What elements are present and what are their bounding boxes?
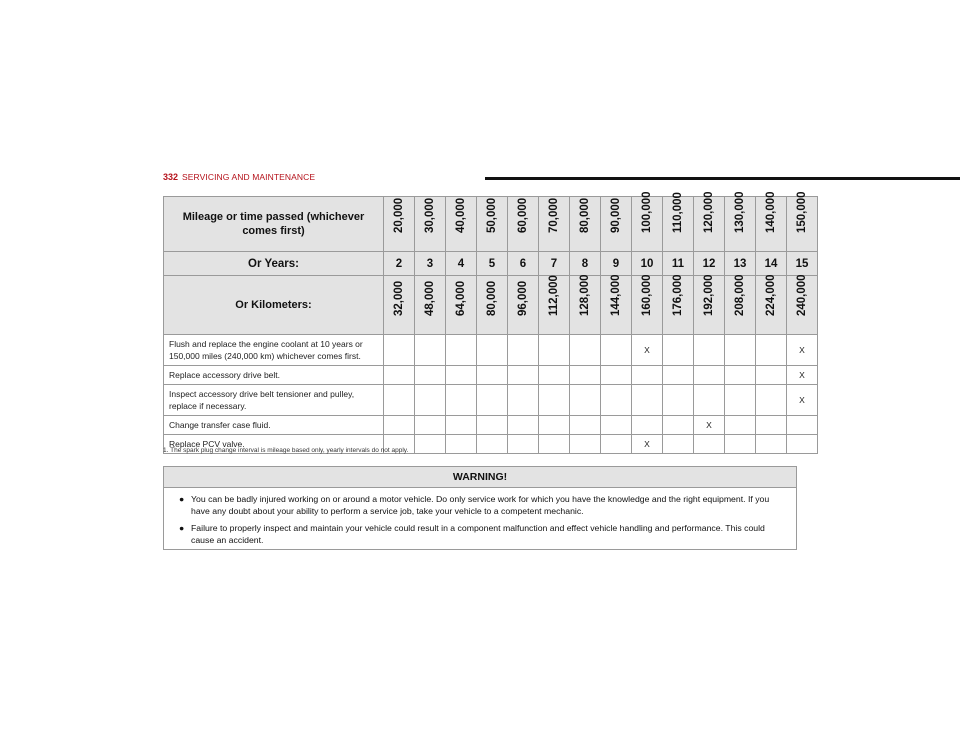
task-description: Replace accessory drive belt. [164, 366, 384, 385]
miles-cell [756, 191, 787, 252]
warning-text: You can be badly injured working on or around a motor vehicle. Do only service work for which you have the knowledge and the right equipment. If you have any doubt about your ability to perform a service job, take your vehicle to a competent mechanic. [191, 494, 770, 516]
miles-value: 90,000 [610, 197, 622, 233]
service-mark [663, 385, 694, 416]
year-value: 7 [539, 252, 570, 276]
service-mark [632, 385, 663, 416]
service-mark [415, 335, 446, 366]
service-mark [415, 385, 446, 416]
warning-box [163, 466, 797, 550]
kilometers-cell [570, 276, 601, 335]
page-header [163, 172, 797, 184]
kilometers-value: 224,000 [765, 274, 777, 316]
service-mark [508, 416, 539, 435]
years-row [164, 252, 818, 276]
service-mark [477, 416, 508, 435]
service-mark [384, 366, 415, 385]
miles-cell [787, 191, 818, 252]
kilometers-value: 176,000 [672, 274, 684, 316]
service-mark: X [632, 435, 663, 454]
service-mark [663, 416, 694, 435]
service-mark [725, 385, 756, 416]
service-mark [756, 335, 787, 366]
mileage-label: Mileage or time passed (whichever comes first) [164, 197, 384, 252]
service-mark [508, 335, 539, 366]
service-mark [508, 366, 539, 385]
task-description: Change transfer case fluid. [164, 416, 384, 435]
service-mark [570, 385, 601, 416]
kilometers-row [164, 276, 818, 335]
service-mark [477, 385, 508, 416]
service-mark [725, 416, 756, 435]
bullet-icon: ● [179, 523, 185, 533]
year-value: 3 [415, 252, 446, 276]
service-mark [446, 335, 477, 366]
service-mark [570, 416, 601, 435]
kilometers-value: 128,000 [579, 274, 591, 316]
miles-value: 20,000 [393, 197, 405, 233]
task-description: Replace PCV valve. [164, 435, 384, 454]
service-mark [477, 335, 508, 366]
service-mark [694, 435, 725, 454]
kilometers-cell [446, 276, 477, 335]
miles-cell [570, 197, 601, 252]
miles-value: 60,000 [517, 197, 529, 233]
kilometers-value: 160,000 [641, 274, 653, 316]
service-mark [694, 385, 725, 416]
service-mark [384, 385, 415, 416]
task-description: Flush and replace the engine coolant at 10 years or 150,000 miles (240,000 km) whichever comes first. [164, 335, 384, 366]
service-mark: X [632, 335, 663, 366]
service-mark [570, 335, 601, 366]
service-mark [663, 435, 694, 454]
kilometers-value: 192,000 [703, 274, 715, 316]
year-value: 15 [787, 252, 818, 276]
service-mark: X [787, 335, 818, 366]
kilometers-value: 48,000 [424, 280, 436, 316]
kilometers-cell [756, 276, 787, 335]
service-mark [632, 416, 663, 435]
service-mark [415, 416, 446, 435]
miles-value: 150,000 [796, 191, 808, 233]
service-mark [725, 366, 756, 385]
service-mark [756, 366, 787, 385]
year-value: 9 [601, 252, 632, 276]
service-mark [539, 435, 570, 454]
table-row [164, 335, 818, 366]
service-mark [446, 366, 477, 385]
service-mark: X [694, 416, 725, 435]
service-mark [663, 335, 694, 366]
service-mark [725, 335, 756, 366]
kilometers-label: Or Kilometers: [164, 276, 384, 335]
kilometers-cell [384, 276, 415, 335]
miles-value: 70,000 [548, 197, 560, 233]
service-mark [756, 385, 787, 416]
table-row [164, 366, 818, 385]
bullet-icon: ● [179, 494, 185, 504]
service-mark [601, 435, 632, 454]
table-row [164, 416, 818, 435]
task-description: Inspect accessory drive belt tensioner and pulley, replace if necessary. [164, 385, 384, 416]
miles-value: 120,000 [703, 191, 715, 233]
kilometers-cell [632, 276, 663, 335]
year-value: 12 [694, 252, 725, 276]
service-mark: X [787, 385, 818, 416]
service-mark [539, 416, 570, 435]
miles-cell [601, 197, 632, 252]
service-mark [787, 435, 818, 454]
kilometers-value: 112,000 [548, 275, 560, 316]
service-mark [694, 335, 725, 366]
miles-value: 100,000 [641, 191, 653, 233]
page-number: 332 [163, 172, 179, 182]
year-value: 14 [756, 252, 787, 276]
miles-value: 40,000 [455, 197, 467, 233]
year-value: 5 [477, 252, 508, 276]
warning-title: WARNING! [164, 467, 796, 488]
miles-value: 140,000 [765, 191, 777, 233]
maintenance-schedule-table [163, 191, 818, 454]
year-value: 10 [632, 252, 663, 276]
service-mark [384, 416, 415, 435]
footnote: 1. The spark plug change interval is mileage based only, yearly intervals do not apply. [163, 447, 409, 454]
service-mark [601, 385, 632, 416]
kilometers-cell [539, 276, 570, 335]
warning-text: Failure to properly inspect and maintain your vehicle could result in a component malfunction and effect vehicle handling and performance. This could cause an accident. [191, 523, 765, 545]
kilometers-cell [601, 276, 632, 335]
year-value: 4 [446, 252, 477, 276]
service-mark [446, 416, 477, 435]
service-mark [446, 435, 477, 454]
kilometers-value: 96,000 [517, 280, 529, 316]
year-value: 2 [384, 252, 415, 276]
kilometers-value: 240,000 [796, 274, 808, 316]
kilometers-cell [663, 276, 694, 335]
service-mark [477, 435, 508, 454]
service-mark: X [787, 366, 818, 385]
miles-cell [508, 197, 539, 252]
service-mark [601, 366, 632, 385]
service-mark [477, 366, 508, 385]
kilometers-value: 80,000 [486, 280, 498, 316]
year-value: 11 [663, 252, 694, 276]
header-rule [485, 177, 960, 180]
service-mark [570, 435, 601, 454]
table-row [164, 385, 818, 416]
kilometers-cell [694, 276, 725, 335]
service-mark [601, 416, 632, 435]
service-mark [539, 335, 570, 366]
year-value: 8 [570, 252, 601, 276]
miles-value: 30,000 [424, 197, 436, 233]
miles-value: 80,000 [579, 197, 591, 233]
mileage-row [164, 197, 818, 252]
kilometers-cell [415, 276, 446, 335]
kilometers-cell [477, 276, 508, 335]
year-value: 6 [508, 252, 539, 276]
kilometers-value: 144,000 [610, 274, 622, 316]
miles-cell [384, 197, 415, 252]
service-mark [384, 335, 415, 366]
warning-item [179, 493, 786, 517]
service-mark [787, 416, 818, 435]
service-mark [601, 335, 632, 366]
service-mark [570, 366, 601, 385]
service-mark [539, 366, 570, 385]
year-value: 13 [725, 252, 756, 276]
miles-cell [415, 197, 446, 252]
kilometers-value: 64,000 [455, 280, 467, 316]
service-mark [663, 366, 694, 385]
kilometers-cell [787, 276, 818, 335]
service-mark [725, 435, 756, 454]
service-mark [539, 385, 570, 416]
miles-cell [663, 192, 694, 252]
miles-cell [539, 197, 570, 252]
kilometers-cell [725, 276, 756, 335]
service-mark [694, 366, 725, 385]
kilometers-value: 32,000 [393, 280, 405, 316]
kilometers-value: 208,000 [734, 274, 746, 316]
service-mark [415, 366, 446, 385]
miles-cell [446, 197, 477, 252]
years-label: Or Years: [164, 252, 384, 276]
miles-value: 130,000 [734, 191, 746, 233]
warning-item [179, 522, 786, 546]
miles-value: 110,000 [672, 192, 684, 233]
miles-cell [694, 191, 725, 252]
service-mark [756, 416, 787, 435]
service-mark [756, 435, 787, 454]
service-mark [632, 366, 663, 385]
service-mark [508, 435, 539, 454]
miles-cell [725, 191, 756, 252]
miles-value: 50,000 [486, 197, 498, 233]
miles-cell [632, 191, 663, 252]
miles-cell [477, 197, 508, 252]
service-mark [415, 435, 446, 454]
section-title: SERVICING AND MAINTENANCE [182, 172, 316, 182]
service-mark [508, 385, 539, 416]
kilometers-cell [508, 276, 539, 335]
service-mark [446, 385, 477, 416]
